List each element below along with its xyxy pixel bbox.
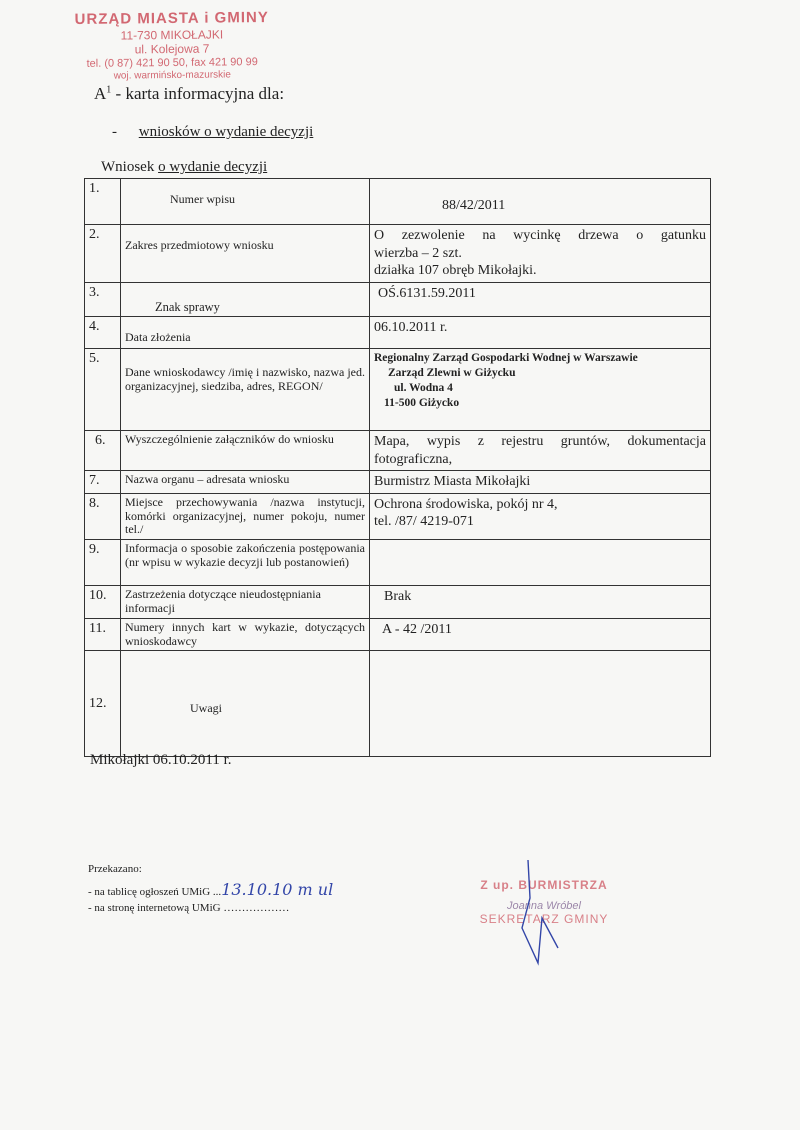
table-row [85, 618, 711, 651]
row-value-text: A - 42 /2011 [382, 621, 452, 637]
row-number: 1. [85, 179, 121, 225]
row-value [370, 349, 711, 431]
table-row [85, 317, 711, 349]
stamp-line-3: ul. Kolejowa 7 [134, 41, 210, 57]
row-label-text: Uwagi [190, 701, 222, 716]
signature-stamp-line-1: Z up. BURMISTRZA [480, 878, 608, 892]
row-label [121, 179, 370, 225]
row-value-line: tel. /87/ 4219-071 [374, 514, 474, 530]
table-row [85, 540, 711, 586]
row-number: 4. [85, 317, 121, 349]
row-number: 7. [85, 471, 121, 494]
table-row [85, 493, 711, 539]
row-value-line: Regionalny Zarząd Gospodarki Wodnej w Warszawie [374, 352, 638, 365]
row-value [370, 225, 711, 283]
row-label [121, 317, 370, 349]
row-value-text: 88/42/2011 [442, 198, 506, 213]
table-row [85, 349, 711, 431]
row-number: 6. [85, 431, 121, 471]
posting-header: Przekazano: [88, 863, 142, 875]
stamp-line-2: 11-730 MIKOŁAJKI [120, 27, 224, 43]
row-value [370, 283, 711, 317]
row-value [370, 317, 711, 349]
row-value [370, 471, 711, 494]
row-label-text: Numer wpisu [170, 192, 235, 206]
row-value-text: OŚ.6131.59.2011 [378, 286, 476, 301]
row-label-text: Nazwa organu – adresata wniosku [125, 472, 290, 487]
row-value [370, 493, 711, 539]
row-number: 12. [85, 651, 121, 757]
signature-stamp-line-3: SEKRETARZ GMINY [479, 912, 609, 926]
row-value-text: Burmistrz Miasta Mikołajki [374, 474, 531, 490]
row-value [370, 179, 711, 225]
row-value-text: Mapa, wypis z rejestru gruntów, dokumentacja fotograficzna, [374, 434, 706, 467]
bullet-dash: - [112, 124, 117, 140]
row-value-text: Brak [384, 589, 412, 605]
office-stamp [62, 9, 283, 83]
stamp-line-5: woj. warmińsko-mazurskie [113, 69, 231, 82]
row-value [370, 431, 711, 471]
handwritten-date: 13.10.10 m ul [221, 879, 334, 899]
row-label [121, 586, 370, 619]
row-value-line: 11-500 Giżycko [384, 397, 460, 410]
row-value-line: Zarząd Zlewni w Giżycku [388, 367, 516, 380]
title-prefix: A [94, 84, 107, 103]
row-label [121, 540, 370, 586]
caption-part-2: o wydanie decyzji [158, 159, 268, 175]
row-label-text: Miejsce przechowywania /nazwa instytucji, komórki organizacyjnej, numer pokoju, numer tel./ [125, 494, 365, 537]
row-number: 10. [85, 586, 121, 619]
row-value-line: ul. Wodna 4 [394, 382, 453, 395]
row-value-line: wierzba – 2 szt. [374, 245, 462, 261]
row-label-text: Dane wnioskodawcy /imię i nazwisko, nazwa jed. organizacyjnej, siedziba, adres, REGON/ [125, 365, 365, 394]
posting-line-website: - na stronę internetową UMiG ……………… [88, 902, 290, 915]
signature-stamp-line-2: Joanna Wróbel [507, 900, 581, 912]
table-row [85, 283, 711, 317]
row-label-text: Znak sprawy [155, 300, 220, 314]
row-label-text: Data złożenia [125, 330, 191, 345]
row-number: 3. [85, 283, 121, 317]
row-value-line: działka 107 obręb Mikołajki. [374, 263, 537, 278]
row-label [121, 471, 370, 494]
row-value-text: 06.10.2011 r. [374, 320, 448, 336]
title-text: - karta informacyjna dla: [111, 84, 285, 103]
row-label-text: Numery innych kart w wykazie, dotyczących wnioskodawcy [125, 619, 365, 648]
row-label [121, 431, 370, 471]
bullet-text: wniosków o wydanie decyzji [138, 124, 314, 140]
row-label [121, 651, 370, 757]
posting-info [88, 862, 333, 917]
table-row [85, 179, 711, 225]
row-value-line: Ochrona środowiska, pokój nr 4, [374, 496, 558, 512]
row-label [121, 349, 370, 431]
posting-board-text: - na tablicę ogłoszeń UMiG ... [88, 885, 222, 898]
handwritten-signature-icon [500, 858, 560, 968]
info-table [84, 178, 711, 757]
row-number: 5. [85, 349, 121, 431]
row-label-text: Wyszczególnienie załączników do wniosku [125, 432, 334, 447]
row-value [370, 618, 711, 651]
stamp-line-1: URZĄD MIASTA i GMINY [74, 8, 269, 29]
row-value-line: O zezwolenie na wycinkę drzewa o gatunku [374, 228, 706, 243]
row-number: 2. [85, 225, 121, 283]
table-row [85, 651, 711, 757]
stamp-line-4: tel. (0 87) 421 90 50, fax 421 90 99 [86, 55, 258, 70]
table-row [85, 586, 711, 619]
table-row [85, 225, 711, 283]
row-number: 9. [85, 540, 121, 586]
title-superscript: 1 [106, 84, 112, 96]
table-row [85, 431, 711, 471]
document-title [94, 84, 284, 104]
caption-part-1: Wniosek [101, 159, 159, 175]
table-caption [101, 159, 267, 176]
row-value [370, 651, 711, 757]
row-label-text: Zastrzeżenia dotyczące nieudostępniania informacji [125, 587, 321, 616]
signing-date: Mikołajki 06.10.2011 r. [90, 752, 232, 768]
row-label-text: Zakres przedmiotowy wniosku [125, 238, 274, 252]
table-row [85, 471, 711, 494]
row-label [121, 225, 370, 283]
row-label-text: Informacja o sposobie zakończenia postępowania (nr wpisu w wykazie decyzji lub postanowień) [125, 541, 365, 570]
row-label [121, 493, 370, 539]
row-label [121, 618, 370, 651]
posting-line-board [88, 878, 333, 901]
bullet-item [112, 124, 313, 141]
row-value [370, 540, 711, 586]
row-label [121, 283, 370, 317]
row-number: 8. [85, 493, 121, 539]
row-value [370, 586, 711, 619]
row-number: 11. [85, 618, 121, 651]
